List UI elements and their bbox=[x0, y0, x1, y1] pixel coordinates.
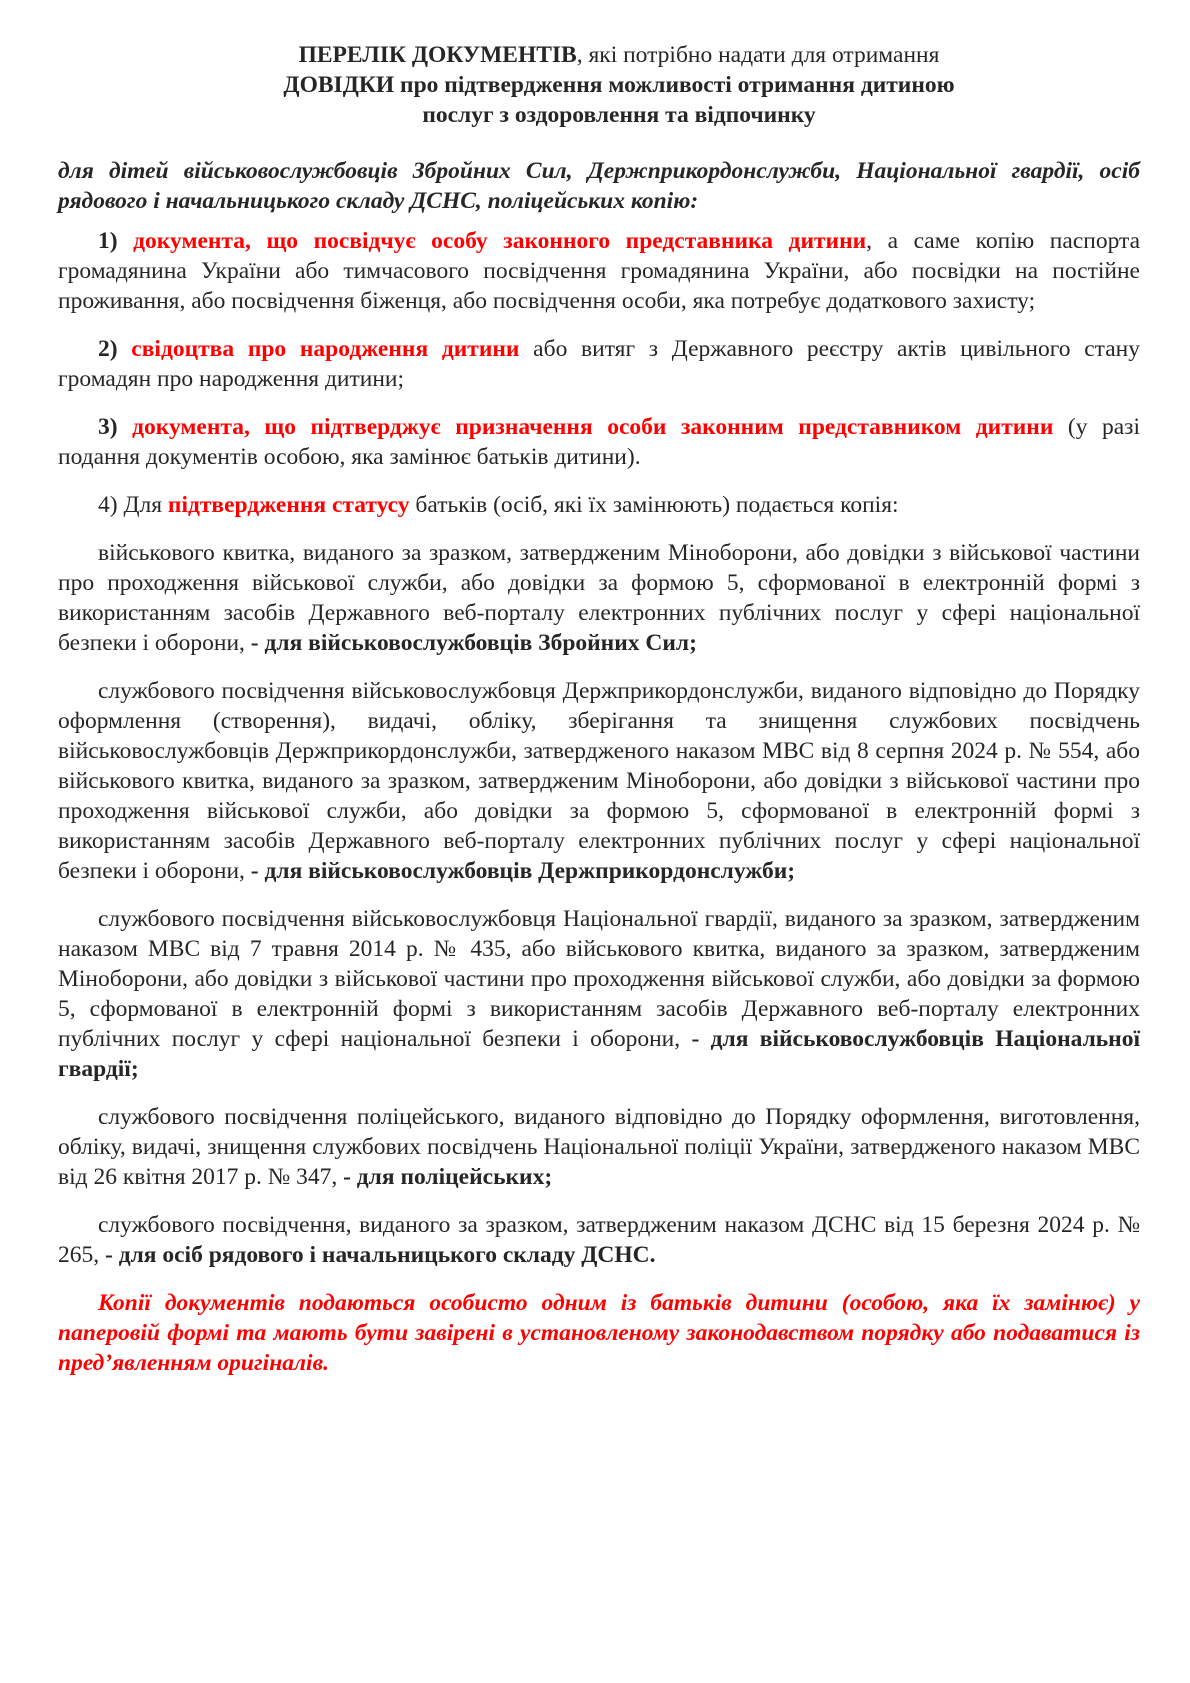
list-item-3 bbox=[58, 412, 1140, 472]
title-line-2: ДОВІДКИ про підтвердження можливості отримання дитиною bbox=[283, 72, 955, 98]
item-text: (у разі подання документів особою, яка замінює батьків дитини). bbox=[58, 414, 1140, 470]
item-text: , а саме копію паспорта громадянина України або тимчасового посвідчення громадянина України, або посвідки на постійне проживання, або посвідчення біженця, або посвідчення особи, яка потребує додаткового захисту; bbox=[58, 228, 1140, 314]
title-line-1 bbox=[98, 40, 1140, 70]
title-line-3: послуг з оздоровлення та відпочинку bbox=[422, 102, 816, 128]
item-number: 2) bbox=[98, 336, 118, 362]
status-doc-national-guard: службового посвідчення військовослужбовця Національної гвардії, виданого за зразком, затвердженим наказом МВС від 7 травня 2014 р. № 435, або військового квитка, виданого за зразком, затвердженим Міноборони, або довідки з військової частини про проходження військової служби, або довідки за формою 5, сформованої в електронній формі з використанням засобів Державного веб-порталу електронних публічних послуг у сфері національної безпеки і оборони, - для військовослужбовців Національної гвардії; bbox=[58, 906, 1140, 1082]
item-highlight: свідоцтва про народження дитини bbox=[131, 336, 520, 362]
status-doc-dsns: службового посвідчення, виданого за зразком, затвердженим наказом ДСНС від 15 березня 2024 р. № 265, - для осіб рядового і начальницького складу ДСНС. bbox=[58, 1212, 1140, 1268]
document-page bbox=[58, 40, 1140, 1378]
list-item-1 bbox=[58, 226, 1140, 316]
status-doc-police: службового посвідчення поліцейського, виданого відповідно до Порядку оформлення, виготовлення, обліку, видачі, знищення службових посвідчень Національної поліції України, затвердженого наказом МВС від 26 квітня 2017 р. № 347, - для поліцейських; bbox=[58, 1104, 1140, 1190]
list-item-2 bbox=[58, 334, 1140, 394]
title-rest: , які потрібно надати для отримання bbox=[576, 42, 940, 68]
item-number: 1) bbox=[98, 228, 118, 254]
item-highlight: підтвердження статусу bbox=[167, 492, 410, 518]
list-item-4 bbox=[58, 490, 1140, 520]
copies-note: Копії документів подаються особисто одним із батьків дитини (особою, яка їх замінює) у паперовій формі та мають бути завірені в установленому законодавством порядку або подаватися із пред’явленням оригіналів. bbox=[58, 1290, 1140, 1376]
item-text: батьків (осіб, які їх замінюють) подається копія: bbox=[409, 492, 899, 518]
intro-text: для дітей військовослужбовців Збройних Сил, Держприкордонслужби, Національної гвардії, осіб рядового і начальницького складу ДСНС, поліцейських копію: bbox=[58, 158, 1140, 214]
title-bold: ПЕРЕЛІК ДОКУМЕНТІВ bbox=[298, 42, 577, 68]
item-highlight: документа, що підтверджує призначення особи законним представником дитини bbox=[132, 414, 1054, 440]
document-title bbox=[58, 40, 1140, 130]
item-number: 3) bbox=[98, 414, 118, 440]
item-text: або витяг з Державного реєстру актів цивільного стану громадян про народження дитини; bbox=[58, 336, 1140, 392]
status-doc-armed-forces: військового квитка, виданого за зразком, затвердженим Міноборони, або довідки з військової частини про проходження військової служби, або довідки за формою 5, сформованої в електронній формі з використанням засобів Державного веб-порталу електронних публічних послуг у сфері національної безпеки і оборони, - для військовослужбовців Збройних Сил; bbox=[58, 540, 1140, 656]
status-doc-border-guard: службового посвідчення військовослужбовця Держприкордонслужби, виданого відповідно до Порядку оформлення (створення), видачі, обліку, зберігання та знищення службових посвідчень військовослужбовців Держприкордонслужби, затвердженого наказом МВС від 8 серпня 2024 р. № 554, або військового квитка, виданого за зразком, затвердженим Міноборони, або довідки з військової частини про проходження військової служби, або довідки за формою 5, сформованої в електронній формі з використанням засобів Державного веб-порталу електронних публічних послуг у сфері національної безпеки і оборони, - для військовослужбовців Держприкордонслужби; bbox=[58, 678, 1140, 884]
item-number: 4) Для bbox=[98, 492, 163, 518]
item-highlight: документа, що посвідчує особу законного представника дитини bbox=[133, 228, 867, 254]
